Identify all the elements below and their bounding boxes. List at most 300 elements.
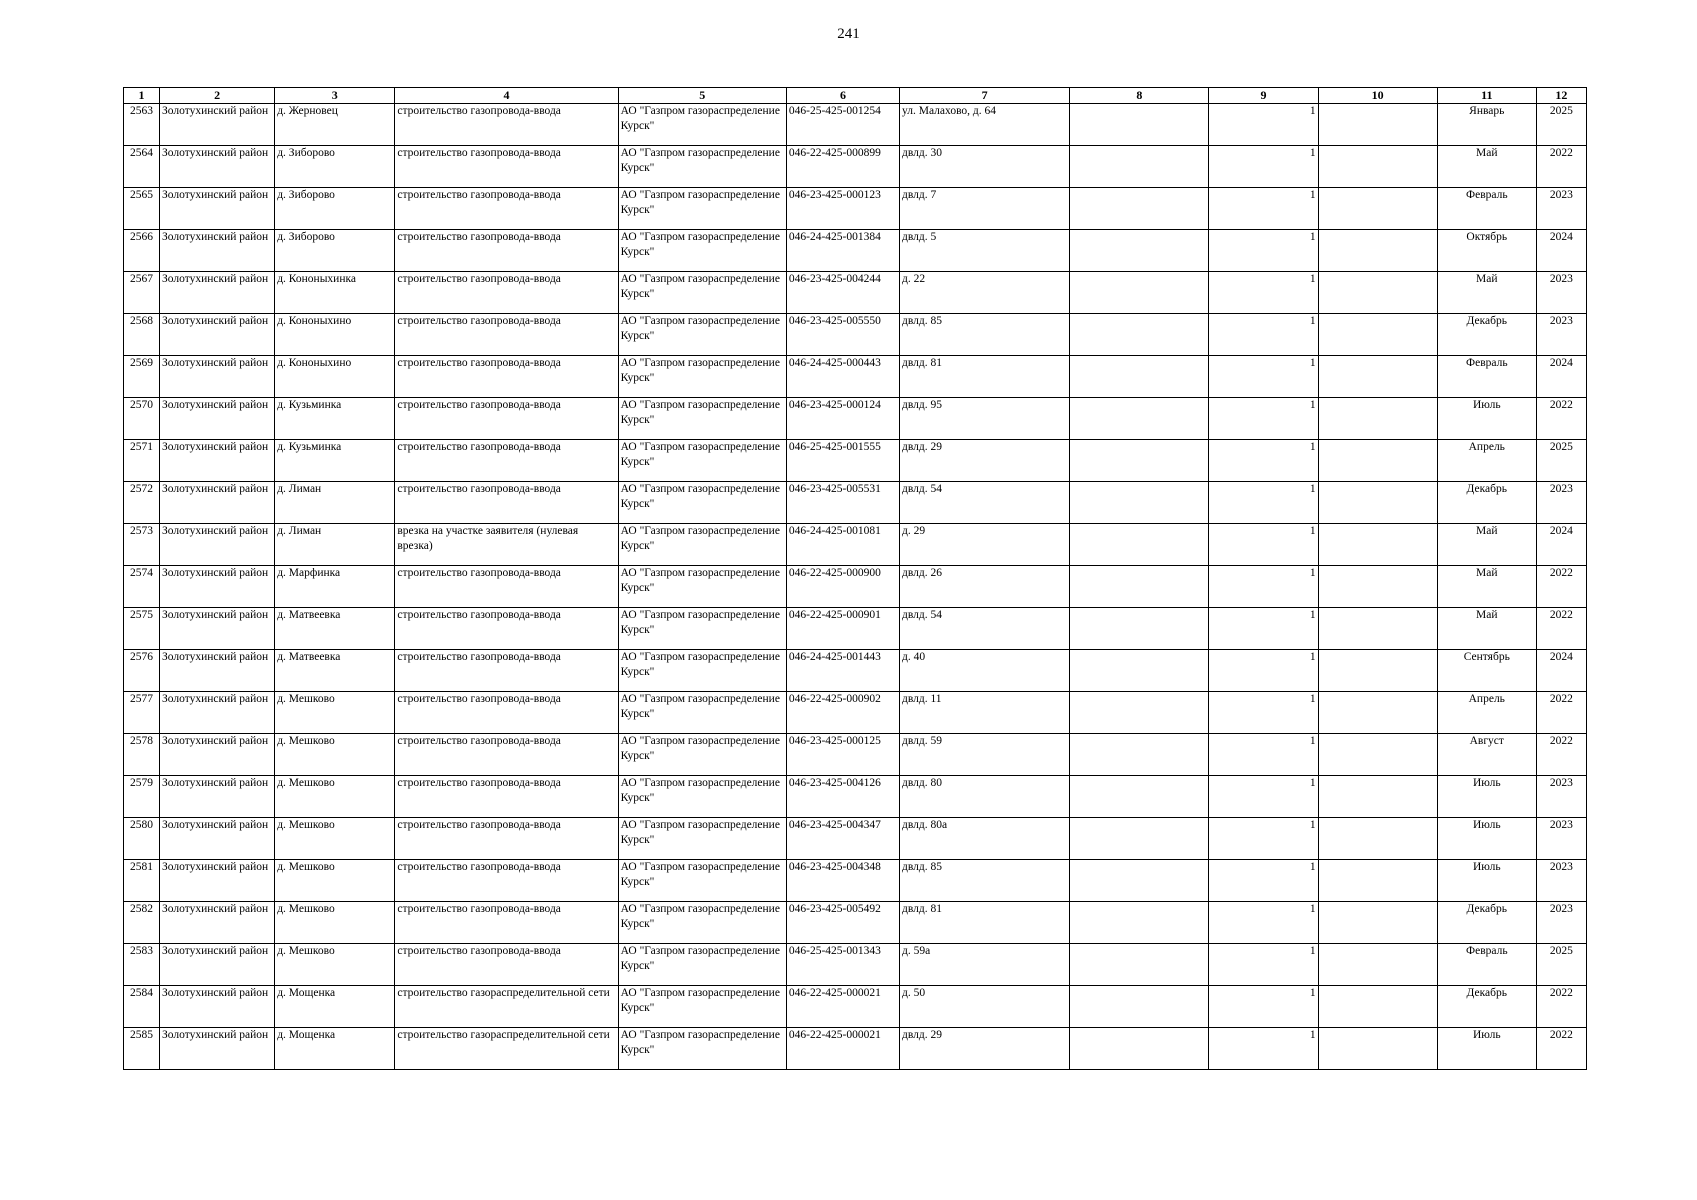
quantity-cell: 1	[1209, 230, 1318, 272]
district-cell: Золотухинский район	[160, 188, 275, 230]
locality-cell: д. Кузьминка	[275, 398, 395, 440]
column-10-cell	[1318, 650, 1437, 692]
quantity-cell: 1	[1209, 482, 1318, 524]
organization-cell: АО "Газпром газораспределение Курск"	[618, 482, 786, 524]
district-cell: Золотухинский район	[160, 734, 275, 776]
object-code-cell: 046-23-425-000125	[786, 734, 899, 776]
object-code-cell: 046-23-425-005492	[786, 902, 899, 944]
quantity-cell: 1	[1209, 1028, 1318, 1070]
column-8-cell	[1070, 650, 1209, 692]
column-header: 5	[618, 88, 786, 104]
column-header: 11	[1437, 88, 1536, 104]
column-8-cell	[1070, 482, 1209, 524]
district-cell: Золотухинский район	[160, 104, 275, 146]
address-cell: двлд. 29	[900, 440, 1070, 482]
column-8-cell	[1070, 776, 1209, 818]
district-cell: Золотухинский район	[160, 902, 275, 944]
column-10-cell	[1318, 776, 1437, 818]
month-cell: Июль	[1437, 776, 1536, 818]
work-type-cell: строительство газопровода-ввода	[395, 860, 618, 902]
column-10-cell	[1318, 314, 1437, 356]
quantity-cell: 1	[1209, 398, 1318, 440]
address-cell: двлд. 85	[900, 860, 1070, 902]
year-cell: 2023	[1536, 188, 1586, 230]
object-code-cell: 046-22-425-000021	[786, 986, 899, 1028]
organization-cell: АО "Газпром газораспределение Курск"	[618, 818, 786, 860]
quantity-cell: 1	[1209, 188, 1318, 230]
address-cell: двлд. 95	[900, 398, 1070, 440]
table-row	[124, 356, 1587, 398]
work-type-cell: строительство газораспределительной сети	[395, 986, 618, 1028]
column-8-cell	[1070, 944, 1209, 986]
month-cell: Декабрь	[1437, 986, 1536, 1028]
organization-cell: АО "Газпром газораспределение Курск"	[618, 776, 786, 818]
quantity-cell: 1	[1209, 314, 1318, 356]
organization-cell: АО "Газпром газораспределение Курск"	[618, 566, 786, 608]
row-number: 2563	[124, 104, 160, 146]
year-cell: 2023	[1536, 860, 1586, 902]
work-type-cell: строительство газопровода-ввода	[395, 314, 618, 356]
table-row	[124, 608, 1587, 650]
organization-cell: АО "Газпром газораспределение Курск"	[618, 860, 786, 902]
table-row	[124, 944, 1587, 986]
column-8-cell	[1070, 230, 1209, 272]
work-type-cell: строительство газопровода-ввода	[395, 650, 618, 692]
row-number: 2579	[124, 776, 160, 818]
row-number: 2581	[124, 860, 160, 902]
year-cell: 2025	[1536, 440, 1586, 482]
address-cell: д. 29	[900, 524, 1070, 566]
object-code-cell: 046-23-425-004348	[786, 860, 899, 902]
organization-cell: АО "Газпром газораспределение Курск"	[618, 986, 786, 1028]
year-cell: 2022	[1536, 398, 1586, 440]
object-code-cell: 046-23-425-004126	[786, 776, 899, 818]
month-cell: Июль	[1437, 860, 1536, 902]
work-type-cell: строительство газопровода-ввода	[395, 356, 618, 398]
row-number: 2571	[124, 440, 160, 482]
year-cell: 2024	[1536, 356, 1586, 398]
table-row	[124, 314, 1587, 356]
district-cell: Золотухинский район	[160, 356, 275, 398]
address-cell: двлд. 5	[900, 230, 1070, 272]
row-number: 2585	[124, 1028, 160, 1070]
row-number: 2575	[124, 608, 160, 650]
table-row	[124, 650, 1587, 692]
column-10-cell	[1318, 818, 1437, 860]
column-8-cell	[1070, 314, 1209, 356]
organization-cell: АО "Газпром газораспределение Курск"	[618, 188, 786, 230]
column-10-cell	[1318, 692, 1437, 734]
locality-cell: д. Мешково	[275, 734, 395, 776]
column-8-cell	[1070, 146, 1209, 188]
month-cell: Январь	[1437, 104, 1536, 146]
organization-cell: АО "Газпром газораспределение Курск"	[618, 314, 786, 356]
organization-cell: АО "Газпром газораспределение Курск"	[618, 524, 786, 566]
organization-cell: АО "Газпром газораспределение Курск"	[618, 440, 786, 482]
table-row	[124, 860, 1587, 902]
work-type-cell: строительство газопровода-ввода	[395, 272, 618, 314]
month-cell: Октябрь	[1437, 230, 1536, 272]
year-cell: 2022	[1536, 734, 1586, 776]
district-cell: Золотухинский район	[160, 944, 275, 986]
year-cell: 2023	[1536, 818, 1586, 860]
quantity-cell: 1	[1209, 860, 1318, 902]
column-header: 6	[786, 88, 899, 104]
table-row	[124, 146, 1587, 188]
quantity-cell: 1	[1209, 104, 1318, 146]
organization-cell: АО "Газпром газораспределение Курск"	[618, 692, 786, 734]
column-header: 4	[395, 88, 618, 104]
work-type-cell: строительство газопровода-ввода	[395, 566, 618, 608]
address-cell: д. 50	[900, 986, 1070, 1028]
district-cell: Золотухинский район	[160, 776, 275, 818]
organization-cell: АО "Газпром газораспределение Курск"	[618, 650, 786, 692]
column-8-cell	[1070, 734, 1209, 776]
quantity-cell: 1	[1209, 902, 1318, 944]
organization-cell: АО "Газпром газораспределение Курск"	[618, 944, 786, 986]
month-cell: Май	[1437, 608, 1536, 650]
address-cell: ул. Малахово, д. 64	[900, 104, 1070, 146]
address-cell: д. 59а	[900, 944, 1070, 986]
column-header: 12	[1536, 88, 1586, 104]
locality-cell: д. Зиборово	[275, 230, 395, 272]
locality-cell: д. Мощенка	[275, 986, 395, 1028]
column-10-cell	[1318, 146, 1437, 188]
month-cell: Февраль	[1437, 188, 1536, 230]
column-10-cell	[1318, 272, 1437, 314]
month-cell: Апрель	[1437, 440, 1536, 482]
row-number: 2580	[124, 818, 160, 860]
address-cell: двлд. 11	[900, 692, 1070, 734]
year-cell: 2023	[1536, 902, 1586, 944]
district-cell: Золотухинский район	[160, 650, 275, 692]
quantity-cell: 1	[1209, 692, 1318, 734]
quantity-cell: 1	[1209, 356, 1318, 398]
column-8-cell	[1070, 104, 1209, 146]
work-type-cell: строительство газопровода-ввода	[395, 776, 618, 818]
row-number: 2564	[124, 146, 160, 188]
locality-cell: д. Мощенка	[275, 1028, 395, 1070]
address-cell: двлд. 80а	[900, 818, 1070, 860]
district-cell: Золотухинский район	[160, 818, 275, 860]
locality-cell: д. Мешково	[275, 944, 395, 986]
table-row	[124, 986, 1587, 1028]
address-cell: д. 40	[900, 650, 1070, 692]
object-code-cell: 046-24-425-001384	[786, 230, 899, 272]
row-number: 2577	[124, 692, 160, 734]
month-cell: Февраль	[1437, 356, 1536, 398]
object-code-cell: 046-25-425-001555	[786, 440, 899, 482]
work-type-cell: строительство газопровода-ввода	[395, 608, 618, 650]
organization-cell: АО "Газпром газораспределение Курск"	[618, 230, 786, 272]
column-10-cell	[1318, 104, 1437, 146]
column-header: 3	[275, 88, 395, 104]
locality-cell: д. Матвеевка	[275, 650, 395, 692]
quantity-cell: 1	[1209, 986, 1318, 1028]
address-cell: двлд. 54	[900, 482, 1070, 524]
organization-cell: АО "Газпром газораспределение Курск"	[618, 1028, 786, 1070]
object-code-cell: 046-23-425-004244	[786, 272, 899, 314]
column-header: 1	[124, 88, 160, 104]
row-number: 2569	[124, 356, 160, 398]
work-type-cell: строительство газопровода-ввода	[395, 188, 618, 230]
address-cell: д. 22	[900, 272, 1070, 314]
object-code-cell: 046-25-425-001343	[786, 944, 899, 986]
year-cell: 2023	[1536, 314, 1586, 356]
column-header: 7	[900, 88, 1070, 104]
object-code-cell: 046-24-425-001081	[786, 524, 899, 566]
quantity-cell: 1	[1209, 944, 1318, 986]
column-8-cell	[1070, 902, 1209, 944]
column-10-cell	[1318, 356, 1437, 398]
column-8-cell	[1070, 440, 1209, 482]
month-cell: Июль	[1437, 398, 1536, 440]
object-code-cell: 046-23-425-000123	[786, 188, 899, 230]
row-number: 2583	[124, 944, 160, 986]
district-cell: Золотухинский район	[160, 230, 275, 272]
quantity-cell: 1	[1209, 272, 1318, 314]
locality-cell: д. Зиборово	[275, 188, 395, 230]
column-8-cell	[1070, 1028, 1209, 1070]
table-row	[124, 902, 1587, 944]
address-cell: двлд. 85	[900, 314, 1070, 356]
page-number: 241	[837, 26, 860, 42]
table-row	[124, 734, 1587, 776]
locality-cell: д. Мешково	[275, 902, 395, 944]
column-header: 9	[1209, 88, 1318, 104]
row-number: 2573	[124, 524, 160, 566]
locality-cell: д. Лиман	[275, 524, 395, 566]
registry-table	[123, 87, 1587, 1070]
address-cell: двлд. 80	[900, 776, 1070, 818]
table-row	[124, 818, 1587, 860]
year-cell: 2022	[1536, 1028, 1586, 1070]
row-number: 2566	[124, 230, 160, 272]
work-type-cell: строительство газопровода-ввода	[395, 230, 618, 272]
table-row	[124, 692, 1587, 734]
work-type-cell: строительство газопровода-ввода	[395, 146, 618, 188]
column-10-cell	[1318, 608, 1437, 650]
table-row	[124, 566, 1587, 608]
locality-cell: д. Зиборово	[275, 146, 395, 188]
month-cell: Апрель	[1437, 692, 1536, 734]
year-cell: 2025	[1536, 104, 1586, 146]
column-10-cell	[1318, 566, 1437, 608]
quantity-cell: 1	[1209, 608, 1318, 650]
work-type-cell: строительство газопровода-ввода	[395, 818, 618, 860]
organization-cell: АО "Газпром газораспределение Курск"	[618, 902, 786, 944]
organization-cell: АО "Газпром газораспределение Курск"	[618, 608, 786, 650]
locality-cell: д. Мешково	[275, 776, 395, 818]
year-cell: 2023	[1536, 482, 1586, 524]
column-10-cell	[1318, 944, 1437, 986]
quantity-cell: 1	[1209, 818, 1318, 860]
district-cell: Золотухинский район	[160, 482, 275, 524]
column-10-cell	[1318, 398, 1437, 440]
district-cell: Золотухинский район	[160, 608, 275, 650]
row-number: 2576	[124, 650, 160, 692]
work-type-cell: строительство газопровода-ввода	[395, 398, 618, 440]
table-row	[124, 440, 1587, 482]
organization-cell: АО "Газпром газораспределение Курск"	[618, 734, 786, 776]
row-number: 2572	[124, 482, 160, 524]
table-row	[124, 482, 1587, 524]
work-type-cell: строительство газопровода-ввода	[395, 440, 618, 482]
column-10-cell	[1318, 188, 1437, 230]
table-row	[124, 524, 1587, 566]
quantity-cell: 1	[1209, 566, 1318, 608]
address-cell: двлд. 26	[900, 566, 1070, 608]
row-number: 2578	[124, 734, 160, 776]
column-8-cell	[1070, 524, 1209, 566]
row-number: 2570	[124, 398, 160, 440]
year-cell: 2024	[1536, 650, 1586, 692]
column-10-cell	[1318, 986, 1437, 1028]
locality-cell: д. Кононыхино	[275, 314, 395, 356]
quantity-cell: 1	[1209, 524, 1318, 566]
quantity-cell: 1	[1209, 440, 1318, 482]
locality-cell: д. Кузьминка	[275, 440, 395, 482]
column-10-cell	[1318, 440, 1437, 482]
quantity-cell: 1	[1209, 776, 1318, 818]
table-row	[124, 230, 1587, 272]
table-row	[124, 398, 1587, 440]
address-cell: двлд. 29	[900, 1028, 1070, 1070]
year-cell: 2024	[1536, 230, 1586, 272]
column-10-cell	[1318, 524, 1437, 566]
row-number: 2584	[124, 986, 160, 1028]
work-type-cell: врезка на участке заявителя (нулевая врезка)	[395, 524, 618, 566]
organization-cell: АО "Газпром газораспределение Курск"	[618, 272, 786, 314]
year-cell: 2023	[1536, 776, 1586, 818]
object-code-cell: 046-24-425-000443	[786, 356, 899, 398]
column-header: 8	[1070, 88, 1209, 104]
organization-cell: АО "Газпром газораспределение Курск"	[618, 146, 786, 188]
object-code-cell: 046-25-425-001254	[786, 104, 899, 146]
locality-cell: д. Мешково	[275, 692, 395, 734]
work-type-cell: строительство газопровода-ввода	[395, 902, 618, 944]
column-8-cell	[1070, 608, 1209, 650]
work-type-cell: строительство газопровода-ввода	[395, 104, 618, 146]
district-cell: Золотухинский район	[160, 398, 275, 440]
organization-cell: АО "Газпром газораспределение Курск"	[618, 356, 786, 398]
year-cell: 2022	[1536, 692, 1586, 734]
column-10-cell	[1318, 860, 1437, 902]
object-code-cell: 046-22-425-000899	[786, 146, 899, 188]
district-cell: Золотухинский район	[160, 440, 275, 482]
locality-cell: д. Марфинка	[275, 566, 395, 608]
column-8-cell	[1070, 566, 1209, 608]
table-row	[124, 104, 1587, 146]
table-row	[124, 776, 1587, 818]
column-header: 2	[160, 88, 275, 104]
column-8-cell	[1070, 986, 1209, 1028]
month-cell: Декабрь	[1437, 902, 1536, 944]
month-cell: Август	[1437, 734, 1536, 776]
work-type-cell: строительство газопровода-ввода	[395, 944, 618, 986]
column-8-cell	[1070, 356, 1209, 398]
organization-cell: АО "Газпром газораспределение Курск"	[618, 104, 786, 146]
locality-cell: д. Кононыхино	[275, 356, 395, 398]
locality-cell: д. Кононыхинка	[275, 272, 395, 314]
object-code-cell: 046-22-425-000021	[786, 1028, 899, 1070]
month-cell: Июль	[1437, 1028, 1536, 1070]
year-cell: 2024	[1536, 524, 1586, 566]
column-8-cell	[1070, 692, 1209, 734]
row-number: 2567	[124, 272, 160, 314]
year-cell: 2022	[1536, 566, 1586, 608]
district-cell: Золотухинский район	[160, 314, 275, 356]
quantity-cell: 1	[1209, 650, 1318, 692]
locality-cell: д. Мешково	[275, 818, 395, 860]
year-cell: 2022	[1536, 986, 1586, 1028]
table-body	[124, 104, 1587, 1070]
column-8-cell	[1070, 272, 1209, 314]
address-cell: двлд. 59	[900, 734, 1070, 776]
address-cell: двлд. 54	[900, 608, 1070, 650]
organization-cell: АО "Газпром газораспределение Курск"	[618, 398, 786, 440]
month-cell: Май	[1437, 524, 1536, 566]
column-10-cell	[1318, 734, 1437, 776]
locality-cell: д. Лиман	[275, 482, 395, 524]
district-cell: Золотухинский район	[160, 272, 275, 314]
column-8-cell	[1070, 860, 1209, 902]
column-8-cell	[1070, 398, 1209, 440]
row-number: 2582	[124, 902, 160, 944]
column-8-cell	[1070, 188, 1209, 230]
district-cell: Золотухинский район	[160, 860, 275, 902]
district-cell: Золотухинский район	[160, 986, 275, 1028]
month-cell: Май	[1437, 272, 1536, 314]
locality-cell: д. Жерновец	[275, 104, 395, 146]
work-type-cell: строительство газораспределительной сети	[395, 1028, 618, 1070]
column-10-cell	[1318, 482, 1437, 524]
month-cell: Сентябрь	[1437, 650, 1536, 692]
row-number: 2574	[124, 566, 160, 608]
column-10-cell	[1318, 230, 1437, 272]
object-code-cell: 046-23-425-004347	[786, 818, 899, 860]
address-cell: двлд. 30	[900, 146, 1070, 188]
year-cell: 2025	[1536, 944, 1586, 986]
district-cell: Золотухинский район	[160, 146, 275, 188]
address-cell: двлд. 81	[900, 356, 1070, 398]
column-header: 10	[1318, 88, 1437, 104]
month-cell: Февраль	[1437, 944, 1536, 986]
month-cell: Май	[1437, 566, 1536, 608]
quantity-cell: 1	[1209, 734, 1318, 776]
object-code-cell: 046-23-425-005550	[786, 314, 899, 356]
table-row	[124, 272, 1587, 314]
header-row	[124, 88, 1587, 104]
district-cell: Золотухинский район	[160, 1028, 275, 1070]
month-cell: Декабрь	[1437, 482, 1536, 524]
column-10-cell	[1318, 1028, 1437, 1070]
district-cell: Золотухинский район	[160, 692, 275, 734]
object-code-cell: 046-22-425-000900	[786, 566, 899, 608]
object-code-cell: 046-23-425-005531	[786, 482, 899, 524]
locality-cell: д. Матвеевка	[275, 608, 395, 650]
district-cell: Золотухинский район	[160, 524, 275, 566]
row-number: 2568	[124, 314, 160, 356]
object-code-cell: 046-22-425-000901	[786, 608, 899, 650]
month-cell: Май	[1437, 146, 1536, 188]
district-cell: Золотухинский район	[160, 566, 275, 608]
column-8-cell	[1070, 818, 1209, 860]
address-cell: двлд. 7	[900, 188, 1070, 230]
object-code-cell: 046-24-425-001443	[786, 650, 899, 692]
year-cell: 2023	[1536, 272, 1586, 314]
year-cell: 2022	[1536, 608, 1586, 650]
